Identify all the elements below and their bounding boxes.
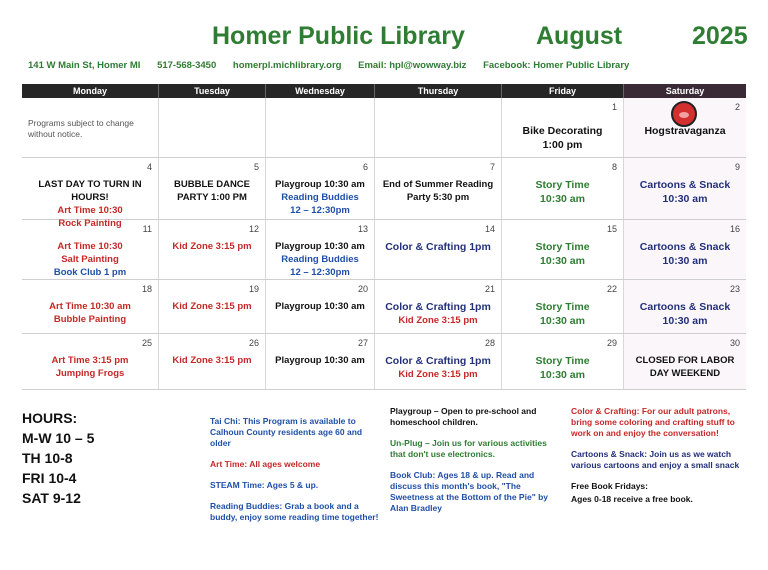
event-line: CLOSED FOR LABOR xyxy=(635,355,735,366)
hours-title: HOURS: xyxy=(22,410,78,426)
event-list xyxy=(159,240,265,253)
day-cell xyxy=(375,158,502,219)
day-number: 7 xyxy=(489,162,495,172)
day-cell xyxy=(22,220,159,279)
day-number: 6 xyxy=(362,162,368,172)
day-cell xyxy=(159,158,266,219)
event-line: Jumping Frogs xyxy=(55,368,125,379)
event-line: Reading Buddies xyxy=(281,192,359,203)
event-line: Cartoons & Snack xyxy=(639,241,731,253)
event-line: 10:30 am xyxy=(662,193,708,205)
day-cell xyxy=(502,98,624,157)
note-free-book-text: Ages 0-18 receive a free book. xyxy=(571,494,693,504)
day-cell xyxy=(266,158,375,219)
day-number: 25 xyxy=(141,338,152,348)
event-list xyxy=(266,354,374,367)
event-list xyxy=(502,124,623,152)
event-list xyxy=(502,178,623,206)
note-free-book-title: Free Book Fridays: xyxy=(571,481,648,491)
hours-sat: SAT 9-12 xyxy=(22,490,81,506)
day-number: 13 xyxy=(357,224,368,234)
event-list xyxy=(624,240,746,268)
event-line: Bubble Painting xyxy=(53,314,127,325)
day-number: 23 xyxy=(729,284,740,294)
weekday-tuesday: Tuesday xyxy=(159,84,266,98)
event-line: 1:00 pm xyxy=(542,139,583,151)
weekday-monday: Monday xyxy=(22,84,159,98)
day-cell xyxy=(624,98,746,157)
weekday-saturday: Saturday xyxy=(624,84,746,98)
contact-info xyxy=(28,60,643,71)
event-line: Kid Zone 3:15 pm xyxy=(172,301,252,312)
event-line: Art Time 10:30 xyxy=(57,205,123,216)
event-list xyxy=(159,178,265,204)
event-list xyxy=(502,300,623,328)
day-cell xyxy=(375,220,502,279)
event-list xyxy=(624,354,746,380)
day-number: 11 xyxy=(142,224,152,234)
day-cell xyxy=(22,334,159,389)
day-cell xyxy=(159,98,266,157)
notes-column-1 xyxy=(210,416,382,533)
phone: 517-568-3450 xyxy=(157,60,217,71)
event-line: PARTY 1:00 PM xyxy=(177,192,247,203)
day-number: 16 xyxy=(729,224,740,234)
event-list xyxy=(375,354,501,381)
weekday-header xyxy=(22,84,746,98)
day-cell xyxy=(159,280,266,333)
day-number: 30 xyxy=(729,338,740,348)
day-number: 20 xyxy=(357,284,368,294)
event-list xyxy=(624,178,746,206)
library-title: Homer Public Library xyxy=(212,22,465,50)
event-line: Color & Crafting 1pm xyxy=(385,355,491,367)
facebook-link[interactable]: Facebook: Homer Public Library xyxy=(483,60,630,71)
event-list xyxy=(375,300,501,327)
event-line: Playgroup 10:30 am xyxy=(275,179,365,190)
year-title: 2025 xyxy=(692,22,748,50)
day-number: 1 xyxy=(611,102,617,112)
event-line: 12 – 12:30pm xyxy=(290,205,350,216)
event-line: 10:30 am xyxy=(540,255,585,267)
event-list xyxy=(22,240,158,279)
note-arttime: Art Time: All ages welcome xyxy=(210,459,321,469)
day-cell xyxy=(22,98,159,157)
event-line: Hogstravaganza xyxy=(644,125,726,137)
event-line: LAST DAY TO TURN IN HOURS! xyxy=(38,179,142,203)
email-link[interactable]: Email: hpl@wowway.biz xyxy=(358,60,467,71)
event-line: Color & Crafting 1pm xyxy=(385,241,491,253)
event-line: End of Summer Reading xyxy=(382,179,494,190)
day-number: 9 xyxy=(734,162,740,172)
note-cartoons: Cartoons & Snack: Join us as we watch various cartoons and enjoy a small snack xyxy=(571,449,740,470)
weekday-friday: Friday xyxy=(502,84,624,98)
day-number: 8 xyxy=(611,162,617,172)
day-number: 26 xyxy=(248,338,259,348)
event-line: Kid Zone 3:15 pm xyxy=(398,315,478,326)
event-list xyxy=(266,240,374,279)
address: 141 W Main St, Homer MI xyxy=(28,60,141,71)
event-line: BUBBLE DANCE xyxy=(174,179,250,190)
event-line: DAY WEEKEND xyxy=(649,368,721,379)
notes-column-3 xyxy=(571,406,751,515)
month-title: August xyxy=(536,22,623,50)
hours-th: TH 10-8 xyxy=(22,450,73,466)
note-playgroup: Playgroup – Open to pre-school and homeschool children. xyxy=(390,406,537,427)
day-number: 18 xyxy=(141,284,152,294)
event-list xyxy=(502,240,623,268)
day-cell xyxy=(266,220,375,279)
event-list xyxy=(266,300,374,313)
day-number: 19 xyxy=(248,284,259,294)
event-list xyxy=(375,240,501,254)
event-line: Party 5:30 pm xyxy=(406,192,470,203)
day-cell xyxy=(159,334,266,389)
event-line: Kid Zone 3:15 pm xyxy=(398,369,478,380)
event-line: Art Time 3:15 pm xyxy=(51,355,129,366)
note-bookclub: Book Club: Ages 18 & up. Read and discuss this month's book, "The Sweetness at the Bottom of the Pie" by Alan Bradley xyxy=(390,470,549,513)
weekday-wednesday: Wednesday xyxy=(266,84,375,98)
week-row xyxy=(22,334,746,390)
day-number: 27 xyxy=(357,338,368,348)
event-line: 10:30 am xyxy=(540,193,585,205)
event-line: Playgroup 10:30 am xyxy=(275,301,365,312)
day-number: 29 xyxy=(606,338,617,348)
event-line: Salt Painting xyxy=(61,254,119,265)
event-list xyxy=(22,300,158,326)
day-cell xyxy=(266,334,375,389)
program-notice: Programs subject to change without notice. xyxy=(28,118,134,139)
event-line: Story Time xyxy=(535,301,590,313)
event-line: Color & Crafting 1pm xyxy=(385,301,491,313)
event-line: Reading Buddies xyxy=(281,254,359,265)
event-line: 10:30 am xyxy=(662,255,708,267)
note-steam: STEAM Time: Ages 5 & up. xyxy=(210,480,319,490)
day-cell xyxy=(624,334,746,389)
event-line: Art Time 10:30 am xyxy=(49,301,131,312)
event-list xyxy=(502,354,623,382)
day-cell xyxy=(266,280,375,333)
event-line: Bike Decorating xyxy=(522,125,603,137)
note-taichi: Tai Chi: This Program is available to Calhoun County residents age 60 and older xyxy=(210,416,363,448)
day-cell xyxy=(502,334,624,389)
event-list xyxy=(375,178,501,204)
event-line: Playgroup 10:30 am xyxy=(275,355,365,366)
day-number: 28 xyxy=(484,338,495,348)
event-line: Kid Zone 3:15 pm xyxy=(172,241,252,252)
event-line: Cartoons & Snack xyxy=(639,179,731,191)
day-cell xyxy=(375,334,502,389)
event-list xyxy=(624,300,746,328)
calendar-grid xyxy=(22,84,746,390)
weekday-thursday: Thursday xyxy=(375,84,502,98)
event-list xyxy=(159,354,265,367)
day-number: 5 xyxy=(253,162,259,172)
event-line: Playgroup 10:30 am xyxy=(275,241,365,252)
day-cell xyxy=(375,280,502,333)
event-list xyxy=(266,178,374,217)
event-list xyxy=(159,300,265,313)
event-line: Story Time xyxy=(535,179,590,191)
event-line: Story Time xyxy=(535,355,590,367)
event-line: Kid Zone 3:15 pm xyxy=(172,355,252,366)
event-line: Book Club 1 pm xyxy=(53,267,127,278)
week-row xyxy=(22,280,746,334)
day-cell xyxy=(624,280,746,333)
event-line: 10:30 am xyxy=(540,315,585,327)
day-cell xyxy=(624,220,746,279)
day-number: 14 xyxy=(484,224,495,234)
hours-fri: FRI 10-4 xyxy=(22,470,77,486)
day-number: 21 xyxy=(484,284,495,294)
day-cell xyxy=(502,220,624,279)
event-line: Art Time 10:30 xyxy=(57,241,123,252)
day-number: 4 xyxy=(146,162,152,172)
event-line: 10:30 am xyxy=(662,315,708,327)
note-reading-buddies: Reading Buddies: Grab a book and a buddy, enjoy some reading time together! xyxy=(210,501,379,522)
day-cell xyxy=(375,98,502,157)
notes-column-2 xyxy=(390,406,560,524)
event-line: Story Time xyxy=(535,241,590,253)
week-row xyxy=(22,220,746,280)
website-link[interactable]: homerpl.michlibrary.org xyxy=(232,60,342,71)
hours-mw: M-W 10 – 5 xyxy=(22,430,95,446)
day-cell xyxy=(624,158,746,219)
day-cell xyxy=(22,280,159,333)
week-row xyxy=(22,98,746,158)
event-line: 12 – 12:30pm xyxy=(290,267,350,278)
event-line: Rock Painting xyxy=(58,218,122,229)
day-cell xyxy=(502,158,624,219)
event-list xyxy=(624,124,746,138)
note-unplug: Un-Plug – Join us for various activities that don't use electronics. xyxy=(390,438,547,459)
day-cell xyxy=(502,280,624,333)
event-list xyxy=(22,354,158,380)
event-line: 10:30 am xyxy=(540,369,585,381)
note-color-crafting: Color & Crafting: For our adult patrons, bring some coloring and crafting stuff to work on and enjoy the conversation! xyxy=(571,406,735,438)
day-number: 22 xyxy=(606,284,617,294)
day-number: 15 xyxy=(606,224,617,234)
day-number: 2 xyxy=(734,102,740,112)
hours-block xyxy=(22,408,94,508)
day-cell xyxy=(159,220,266,279)
day-number: 12 xyxy=(248,224,259,234)
event-line: Cartoons & Snack xyxy=(639,301,731,313)
day-cell xyxy=(266,98,375,157)
